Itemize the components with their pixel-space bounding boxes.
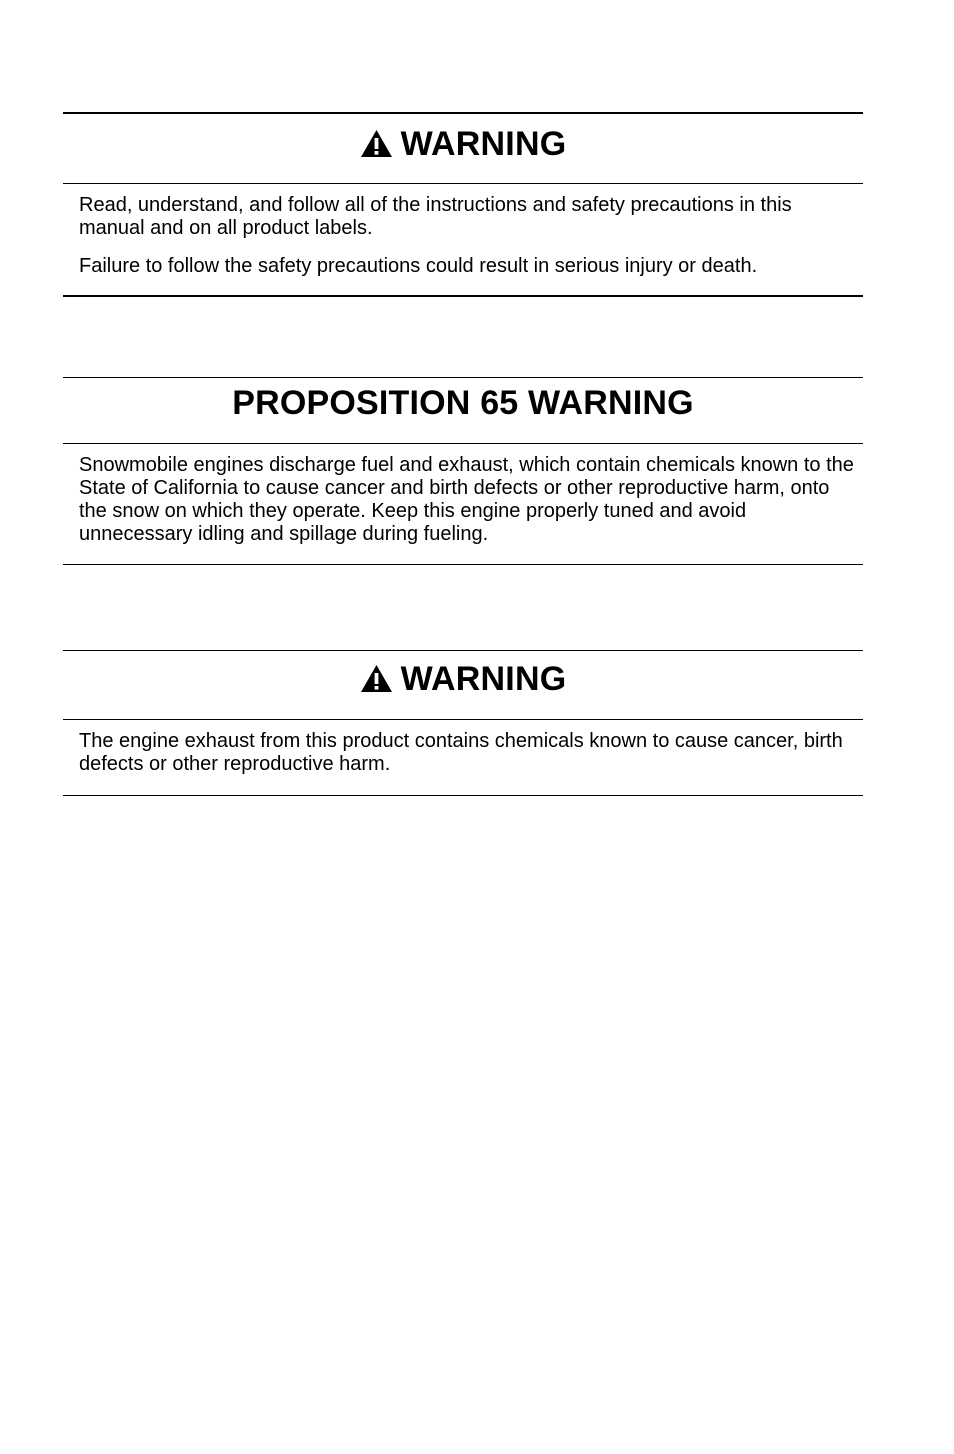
warning-paragraph: Read, understand, and follow all of the instructions and safety precautions in this manual and on all product labels.	[79, 194, 792, 239]
heading-divider	[63, 183, 863, 184]
bottom-rule	[63, 795, 863, 796]
warning-title: WARNING	[400, 660, 567, 698]
top-rule	[63, 650, 863, 651]
warning-title: WARNING	[400, 125, 567, 163]
warning-triangle-icon	[360, 664, 393, 693]
top-rule	[63, 112, 863, 114]
proposition-65-box	[63, 377, 863, 567]
warning-paragraph: The engine exhaust from this product contains chemicals known to cause cancer, birth defects or other reproductive harm.	[79, 730, 843, 775]
warning-body	[79, 194, 859, 278]
heading-divider	[63, 443, 863, 444]
bottom-rule	[63, 564, 863, 565]
warning-heading	[63, 124, 863, 164]
heading-divider	[63, 719, 863, 720]
warning-heading	[63, 659, 863, 699]
proposition-65-paragraph: Snowmobile engines discharge fuel and exhaust, which contain chemicals known to the State of California to cause cancer and birth defects or other reproductive harm, onto the snow on which they operate. Keep this engine properly tuned and avoid unnecessary idling and spillage during fueling.	[79, 454, 854, 545]
bottom-rule	[63, 295, 863, 297]
proposition-65-body	[79, 454, 859, 546]
warning-box-exhaust	[63, 650, 863, 798]
proposition-65-heading: PROPOSITION 65 WARNING	[232, 384, 694, 422]
warning-triangle-icon	[360, 129, 393, 158]
warning-box-general	[63, 112, 863, 300]
warning-paragraph: Failure to follow the safety precautions could result in serious injury or death.	[79, 255, 758, 277]
warning-body	[79, 730, 859, 776]
top-rule	[63, 377, 863, 378]
